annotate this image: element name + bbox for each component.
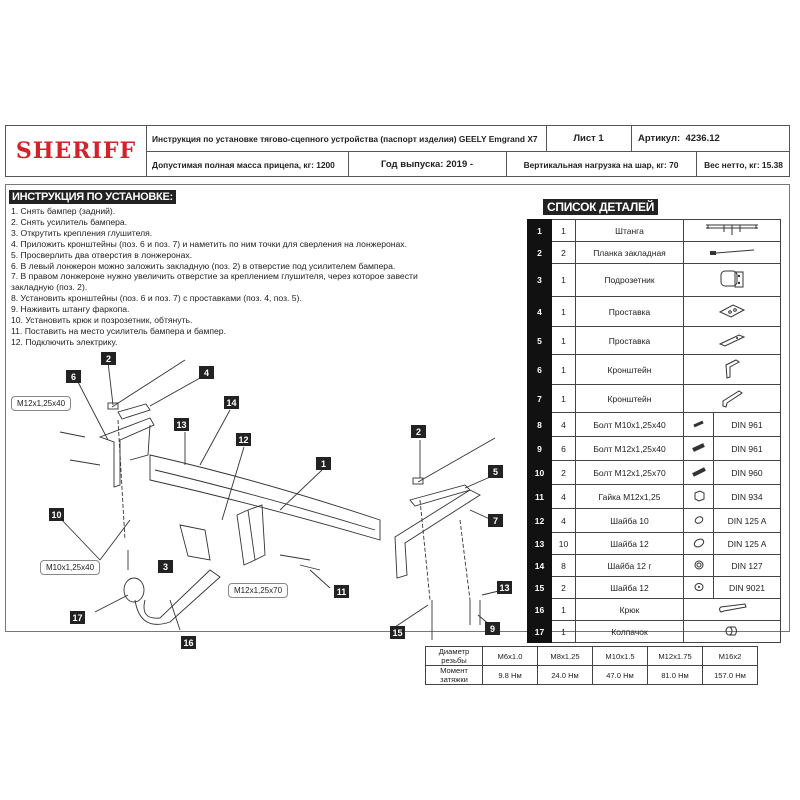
trailer-mass: Допустимая полная масса прицепа, кг: 1200 bbox=[152, 159, 335, 170]
part-qty: 2 bbox=[552, 242, 576, 264]
callout-4: 4 bbox=[199, 366, 214, 379]
part-qty: 4 bbox=[552, 509, 576, 533]
spacer-icon bbox=[684, 297, 781, 327]
part-qty: 1 bbox=[552, 264, 576, 297]
part-number: 2 bbox=[528, 242, 552, 264]
table-row bbox=[528, 297, 781, 327]
part-name: Планка закладная bbox=[576, 242, 684, 264]
document-title: Инструкция по установке тягово-сцепного устройства (паспорт изделия) GEELY Emgrand X7 bbox=[152, 133, 538, 144]
step: 2. Снять усилитель бампера. bbox=[11, 216, 128, 227]
part-din: DIN 961 bbox=[714, 437, 781, 461]
step: 9. Наживить штангу фаркопа. bbox=[11, 304, 130, 315]
part-name: Крюк bbox=[576, 599, 684, 621]
part-number: 11 bbox=[528, 485, 552, 509]
sheriff-logo: SHERIFF bbox=[15, 138, 137, 164]
part-qty: 2 bbox=[552, 577, 576, 599]
step: 5. Просверлить два отверстия в лонжеронах. bbox=[11, 249, 193, 260]
part-name: Штанга bbox=[576, 220, 684, 242]
socket-bracket-icon bbox=[684, 264, 781, 297]
step: 11. Поставить на место усилитель бампера и бампер. bbox=[11, 325, 226, 336]
part-number: 3 bbox=[528, 264, 552, 297]
torque-table bbox=[425, 646, 758, 685]
part-qty: 1 bbox=[552, 297, 576, 327]
step: 12. Подключить электрику. bbox=[11, 336, 118, 347]
part-name: Болт М12х1,25х40 bbox=[576, 437, 684, 461]
callout-6: 6 bbox=[66, 370, 81, 383]
part-number: 15 bbox=[528, 577, 552, 599]
part-number: 4 bbox=[528, 297, 552, 327]
bolt-icon bbox=[684, 437, 714, 461]
part-qty: 1 bbox=[552, 220, 576, 242]
callout-2-right: 2 bbox=[411, 425, 426, 438]
bracket-long-icon bbox=[684, 385, 781, 413]
part-number: 14 bbox=[528, 555, 552, 577]
part-qty: 8 bbox=[552, 555, 576, 577]
article-number bbox=[638, 126, 720, 151]
part-number: 13 bbox=[528, 533, 552, 555]
table-row bbox=[528, 555, 781, 577]
hook-icon bbox=[684, 599, 781, 621]
table-row bbox=[528, 264, 781, 297]
torque-value: 24.0 Нм bbox=[538, 666, 593, 685]
thread-size: M16x2 bbox=[703, 647, 758, 666]
part-qty: 4 bbox=[552, 413, 576, 437]
step: 1. Снять бампер (задний). bbox=[11, 206, 116, 216]
callout-5: 5 bbox=[488, 465, 503, 478]
table-row bbox=[528, 577, 781, 599]
part-name: Шайба 12 bbox=[576, 533, 684, 555]
part-name: Колпачок bbox=[576, 621, 684, 643]
washer-icon bbox=[684, 509, 714, 533]
table-row bbox=[528, 621, 781, 643]
table-row bbox=[426, 666, 758, 685]
torque-value: 47.0 Нм bbox=[593, 666, 648, 685]
table-row bbox=[528, 509, 781, 533]
step: 3. Открутить крепления глушителя. bbox=[11, 227, 153, 238]
callout-11: 12 bbox=[236, 433, 251, 446]
part-number: 10 bbox=[528, 461, 552, 485]
part-qty: 1 bbox=[552, 327, 576, 355]
part-number: 12 bbox=[528, 509, 552, 533]
callout-12: 13 bbox=[497, 581, 512, 594]
table-row bbox=[528, 413, 781, 437]
table-row bbox=[528, 461, 781, 485]
torque-row-label: Диаметр резьбы bbox=[426, 647, 483, 666]
part-number: 7 bbox=[528, 385, 552, 413]
part-name: Болт М10х1,25х40 bbox=[576, 413, 684, 437]
bolt-icon bbox=[684, 461, 714, 485]
washer-icon bbox=[684, 577, 714, 599]
part-name: Проставка bbox=[576, 297, 684, 327]
table-row bbox=[528, 355, 781, 385]
bolt-label-m12x40: M12x1,25x40 bbox=[11, 396, 71, 411]
thread-size: M10x1.5 bbox=[593, 647, 648, 666]
torque-value: 9.8 Нм bbox=[483, 666, 538, 685]
insert-plate-icon bbox=[684, 242, 781, 264]
cap-icon bbox=[684, 621, 781, 643]
part-qty: 1 bbox=[552, 355, 576, 385]
callout-9: 10 bbox=[49, 508, 64, 521]
part-qty: 4 bbox=[552, 485, 576, 509]
callout-15: 15 bbox=[390, 626, 405, 639]
callout-16: 16 bbox=[181, 636, 196, 649]
part-qty: 1 bbox=[552, 385, 576, 413]
part-name: Кронштейн bbox=[576, 355, 684, 385]
part-name: Кронштейн bbox=[576, 385, 684, 413]
table-row bbox=[528, 437, 781, 461]
torque-value: 157.0 Нм bbox=[703, 666, 758, 685]
bolt-label-m10x40: M10x1,25x40 bbox=[40, 560, 100, 575]
part-name: Проставка bbox=[576, 327, 684, 355]
callout-3: 3 bbox=[158, 560, 173, 573]
nut-icon bbox=[684, 485, 714, 509]
article-label: Артикул: bbox=[638, 133, 681, 144]
table-row bbox=[528, 242, 781, 264]
table-row bbox=[528, 327, 781, 355]
table-row bbox=[528, 220, 781, 242]
part-number: 16 bbox=[528, 599, 552, 621]
part-din: DIN 125 A bbox=[714, 533, 781, 555]
part-qty: 6 bbox=[552, 437, 576, 461]
part-number: 8 bbox=[528, 413, 552, 437]
part-number: 9 bbox=[528, 437, 552, 461]
part-din: DIN 125 A bbox=[714, 509, 781, 533]
callout-17: 17 bbox=[70, 611, 85, 624]
callout-8: 9 bbox=[485, 622, 500, 635]
step: 6. В левый лонжерон можно заложить закладную (поз. 2) в отверстие под усилителем бампера. bbox=[11, 260, 396, 271]
callout-14: 14 bbox=[224, 396, 239, 409]
step: 4. Приложить кронштейны (поз. 6 и поз. 7) и наметить по ним точки для сверления на лонжеронах. bbox=[11, 238, 407, 249]
table-row bbox=[426, 647, 758, 666]
part-qty: 2 bbox=[552, 461, 576, 485]
part-number: 17 bbox=[528, 621, 552, 643]
spacer-long-icon bbox=[684, 327, 781, 355]
thread-size: M6x1.0 bbox=[483, 647, 538, 666]
part-number: 6 bbox=[528, 355, 552, 385]
parts-table bbox=[527, 219, 781, 643]
part-din: DIN 961 bbox=[714, 413, 781, 437]
bolt-icon bbox=[684, 413, 714, 437]
table-row bbox=[528, 485, 781, 509]
bolt-label-m12x70: M12x1,25x70 bbox=[228, 583, 288, 598]
part-number: 5 bbox=[528, 327, 552, 355]
part-name: Подрозетник bbox=[576, 264, 684, 297]
callout-13: 13 bbox=[174, 418, 189, 431]
washer-icon bbox=[684, 533, 714, 555]
part-din: DIN 934 bbox=[714, 485, 781, 509]
part-qty: 10 bbox=[552, 533, 576, 555]
bracket-icon bbox=[684, 355, 781, 385]
spring-washer-icon bbox=[684, 555, 714, 577]
article-value: 4236.12 bbox=[685, 133, 720, 144]
vertical-load: Вертикальная нагрузка на шар, кг: 70 bbox=[523, 159, 679, 170]
part-din: DIN 127 bbox=[714, 555, 781, 577]
part-name: Болт М12х1,25х70 bbox=[576, 461, 684, 485]
step: 10. Установить крюк и позрозетник, обтянуть. bbox=[11, 315, 193, 326]
thread-size: M8x1.25 bbox=[538, 647, 593, 666]
callout-2: 2 bbox=[101, 352, 116, 365]
part-name: Гайка М12х1,25 bbox=[576, 485, 684, 509]
part-name: Шайба 10 bbox=[576, 509, 684, 533]
torque-value: 81.0 Нм bbox=[648, 666, 703, 685]
production-year: Год выпуска: 2019 - bbox=[380, 159, 474, 170]
part-name: Шайба 12 bbox=[576, 577, 684, 599]
step: закладную (поз. 2). bbox=[11, 282, 88, 293]
callout-1: 1 bbox=[316, 457, 331, 470]
step: 8. Установить кронштейны (поз. 6 и поз. 7) с проставками (поз. 4, поз. 5). bbox=[11, 293, 302, 304]
torque-row-label: Момент затяжки bbox=[426, 666, 483, 685]
part-qty: 1 bbox=[552, 621, 576, 643]
callout-10: 11 bbox=[334, 585, 349, 598]
table-row bbox=[528, 599, 781, 621]
thread-size: M12x1.75 bbox=[648, 647, 703, 666]
table-row bbox=[528, 385, 781, 413]
instructions-title: ИНСТРУКЦИЯ ПО УСТАНОВКЕ: bbox=[9, 190, 176, 204]
part-number: 1 bbox=[528, 220, 552, 242]
sheet-number: Лист 1 bbox=[573, 133, 604, 144]
callout-7: 7 bbox=[488, 514, 503, 527]
step: 7. В правом лонжероне нужно увеличить отверстие за креплением глушителя, через которое завести bbox=[11, 271, 418, 282]
tow-bar-icon bbox=[684, 220, 781, 242]
parts-list-title: СПИСОК ДЕТАЛЕЙ bbox=[543, 199, 658, 215]
net-weight: Вес нетто, кг: 15.38 bbox=[704, 159, 783, 170]
part-name: Шайба 12 г bbox=[576, 555, 684, 577]
table-row bbox=[528, 533, 781, 555]
part-qty: 1 bbox=[552, 599, 576, 621]
part-din: DIN 9021 bbox=[714, 577, 781, 599]
part-din: DIN 960 bbox=[714, 461, 781, 485]
